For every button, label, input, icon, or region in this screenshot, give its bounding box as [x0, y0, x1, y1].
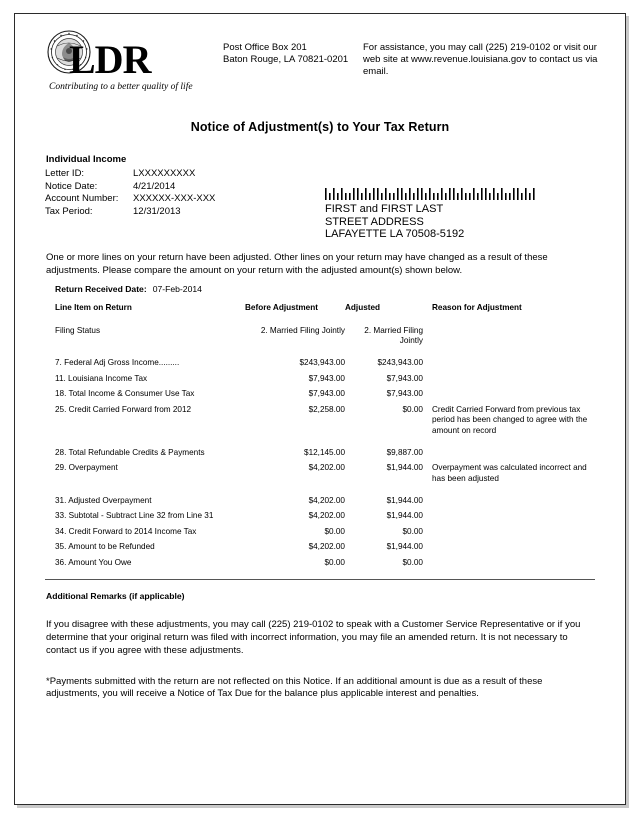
cell-line-item: 29. Overpayment	[55, 463, 118, 473]
cell-before: $7,943.00	[308, 389, 345, 399]
column-header-before: Before Adjustment	[245, 303, 318, 313]
table-bottom-rule	[45, 571, 595, 582]
cell-line-item: 25. Credit Carried Forward from 2012	[55, 404, 192, 414]
tax-type-heading: Individual Income	[46, 154, 127, 165]
cell-reason	[423, 524, 595, 540]
cell-adjusted: 2. Married Filing Jointly	[364, 325, 423, 345]
recipient-mailing-block	[325, 185, 540, 241]
payments-paragraph: *Payments submitted with the return are not reflected on this Notice. If an additional amount is due as a result of these adjustments, you will receive a Notice of Tax Due for the balance plus applicable interest and penalties.	[46, 675, 543, 700]
cell-line-item: Filing Status	[55, 325, 101, 335]
cell-reason	[423, 555, 595, 571]
recipient-name: FIRST and FIRST LAST	[325, 203, 444, 215]
column-header-reason: Reason for Adjustment	[432, 303, 522, 313]
table-row	[45, 323, 595, 349]
table-header	[45, 303, 595, 323]
recipient-street: STREET ADDRESS	[325, 215, 424, 228]
cell-line-item: 36. Amount You Owe	[55, 557, 132, 567]
cell-reason	[423, 323, 595, 349]
table-row	[45, 371, 595, 387]
cell-before: $4,202.00	[308, 495, 345, 505]
cell-reason: Overpayment was calculated incorrect and has been adjusted	[432, 463, 587, 483]
cell-reason	[423, 387, 595, 403]
cell-reason	[423, 540, 595, 556]
return-received-date	[55, 284, 595, 294]
adjustment-table	[45, 303, 595, 582]
table-row	[45, 387, 595, 403]
cell-adjusted: $7,943.00	[386, 373, 423, 383]
cell-before: $7,943.00	[308, 373, 345, 383]
additional-remarks-heading: Additional Remarks (if applicable)	[46, 591, 185, 602]
page-title: Notice of Adjustment(s) to Your Tax Return	[190, 120, 450, 134]
cell-before: $12,145.00	[304, 447, 345, 457]
agency-address	[223, 42, 348, 66]
cell-adjusted: $0.00	[402, 557, 423, 567]
cell-adjusted: $7,943.00	[386, 389, 423, 399]
cell-adjusted: $0.00	[402, 526, 423, 536]
ldr-wordmark: LDR	[69, 37, 151, 82]
cell-before: $0.00	[324, 557, 345, 567]
cell-line-item: 35. Amount to be Refunded	[55, 542, 155, 552]
cell-adjusted: $9,887.00	[386, 447, 423, 457]
cell-before: $243,943.00	[299, 357, 345, 367]
table-row	[45, 540, 595, 556]
cell-adjusted: $0.00	[402, 404, 423, 414]
table-row	[45, 461, 595, 487]
detail-label: Letter ID:	[45, 168, 85, 179]
cell-before: $4,202.00	[308, 511, 345, 521]
cell-before: 2. Married Filing Jointly	[260, 325, 345, 335]
agency-city-state-zip: Baton Rouge, LA 70821-0201	[223, 54, 349, 65]
cell-adjusted: $1,944.00	[386, 495, 423, 505]
ldr-logo	[47, 30, 212, 102]
detail-label: Notice Date:	[45, 180, 98, 192]
detail-value: 12/31/2013	[133, 205, 181, 217]
cell-line-item: 18. Total Income & Consumer Use Tax	[55, 389, 195, 399]
rule-cell	[45, 571, 595, 582]
letterhead	[45, 28, 598, 106]
detail-value: LXXXXXXXXX	[133, 168, 196, 179]
cell-reason	[423, 371, 595, 387]
table-row	[45, 349, 595, 371]
disagree-paragraph: If you disagree with these adjustments, you may call (225) 219-0102 to speak with a Customer Service Representative or if you determine that your original return was filed with incorrect information, you may file an amended return. It is not necessary to contact us if you agree with these adjustments.	[46, 619, 581, 656]
cell-reason	[423, 509, 595, 525]
assistance-text: For assistance, you may call (225) 219-0102 or visit our web site at www.revenue.louisiana.gov to contact us via email.	[363, 42, 598, 77]
page-content	[15, 14, 625, 804]
ldr-tagline: Contributing to a better quality of life	[49, 82, 193, 92]
detail-label: Account Number:	[45, 193, 119, 205]
intro-paragraph: One or more lines on your return have been adjusted. Other lines on your return may have changed as a result of these adjustments. Please compare the amount on your return with the adjusted amount(s) shown below.	[46, 252, 548, 276]
table-header-row	[45, 303, 595, 323]
cell-line-item: 7. Federal Adj Gross Income.........	[55, 357, 180, 367]
cell-before: $4,202.00	[308, 463, 345, 473]
detail-value: 4/21/2014	[133, 180, 176, 192]
cell-line-item: 34. Credit Forward to 2014 Income Tax	[55, 526, 197, 536]
table-row	[45, 509, 595, 525]
table-row	[45, 439, 595, 461]
cell-before: $4,202.00	[308, 542, 345, 552]
table-row	[45, 487, 595, 509]
cell-adjusted: $243,943.00	[377, 357, 423, 367]
table-row	[45, 555, 595, 571]
cell-reason	[423, 349, 595, 371]
recipient-city-state-zip: LAFAYETTE LA 70508-5192	[325, 228, 465, 240]
cell-adjusted: $1,944.00	[386, 542, 423, 552]
letter-details-section	[45, 154, 595, 252]
cell-reason	[423, 439, 595, 461]
detail-label: Tax Period:	[45, 205, 93, 217]
return-received-label: Return Received Date:	[55, 284, 147, 295]
postnet-barcode-icon	[325, 185, 540, 200]
cell-line-item: 33. Subtotal - Subtract Line 32 from Line 31	[55, 511, 214, 521]
column-header-line-item: Line Item on Return	[55, 303, 132, 313]
detail-letter-id	[45, 168, 595, 181]
cell-before: $2,258.00	[308, 404, 345, 414]
document-page	[14, 13, 626, 805]
cell-reason	[423, 487, 595, 509]
cell-line-item: 28. Total Refundable Credits & Payments	[55, 447, 205, 457]
column-header-adjusted: Adjusted	[345, 303, 381, 313]
table-row	[45, 524, 595, 540]
cell-line-item: 31. Adjusted Overpayment	[55, 495, 152, 505]
detail-value: XXXXXX-XXX-XXX	[133, 193, 216, 205]
table-body	[45, 323, 595, 582]
cell-line-item: 11. Louisiana Income Tax	[55, 373, 148, 383]
cell-before: $0.00	[324, 526, 345, 536]
cell-reason: Credit Carried Forward from previous tax period has been changed to agree with the amount on record	[432, 404, 588, 435]
agency-po-box: Post Office Box 201	[223, 42, 307, 53]
cell-adjusted: $1,944.00	[386, 463, 423, 473]
table-row	[45, 402, 595, 438]
cell-adjusted: $1,944.00	[386, 511, 423, 521]
return-received-value: 07-Feb-2014	[152, 284, 202, 295]
